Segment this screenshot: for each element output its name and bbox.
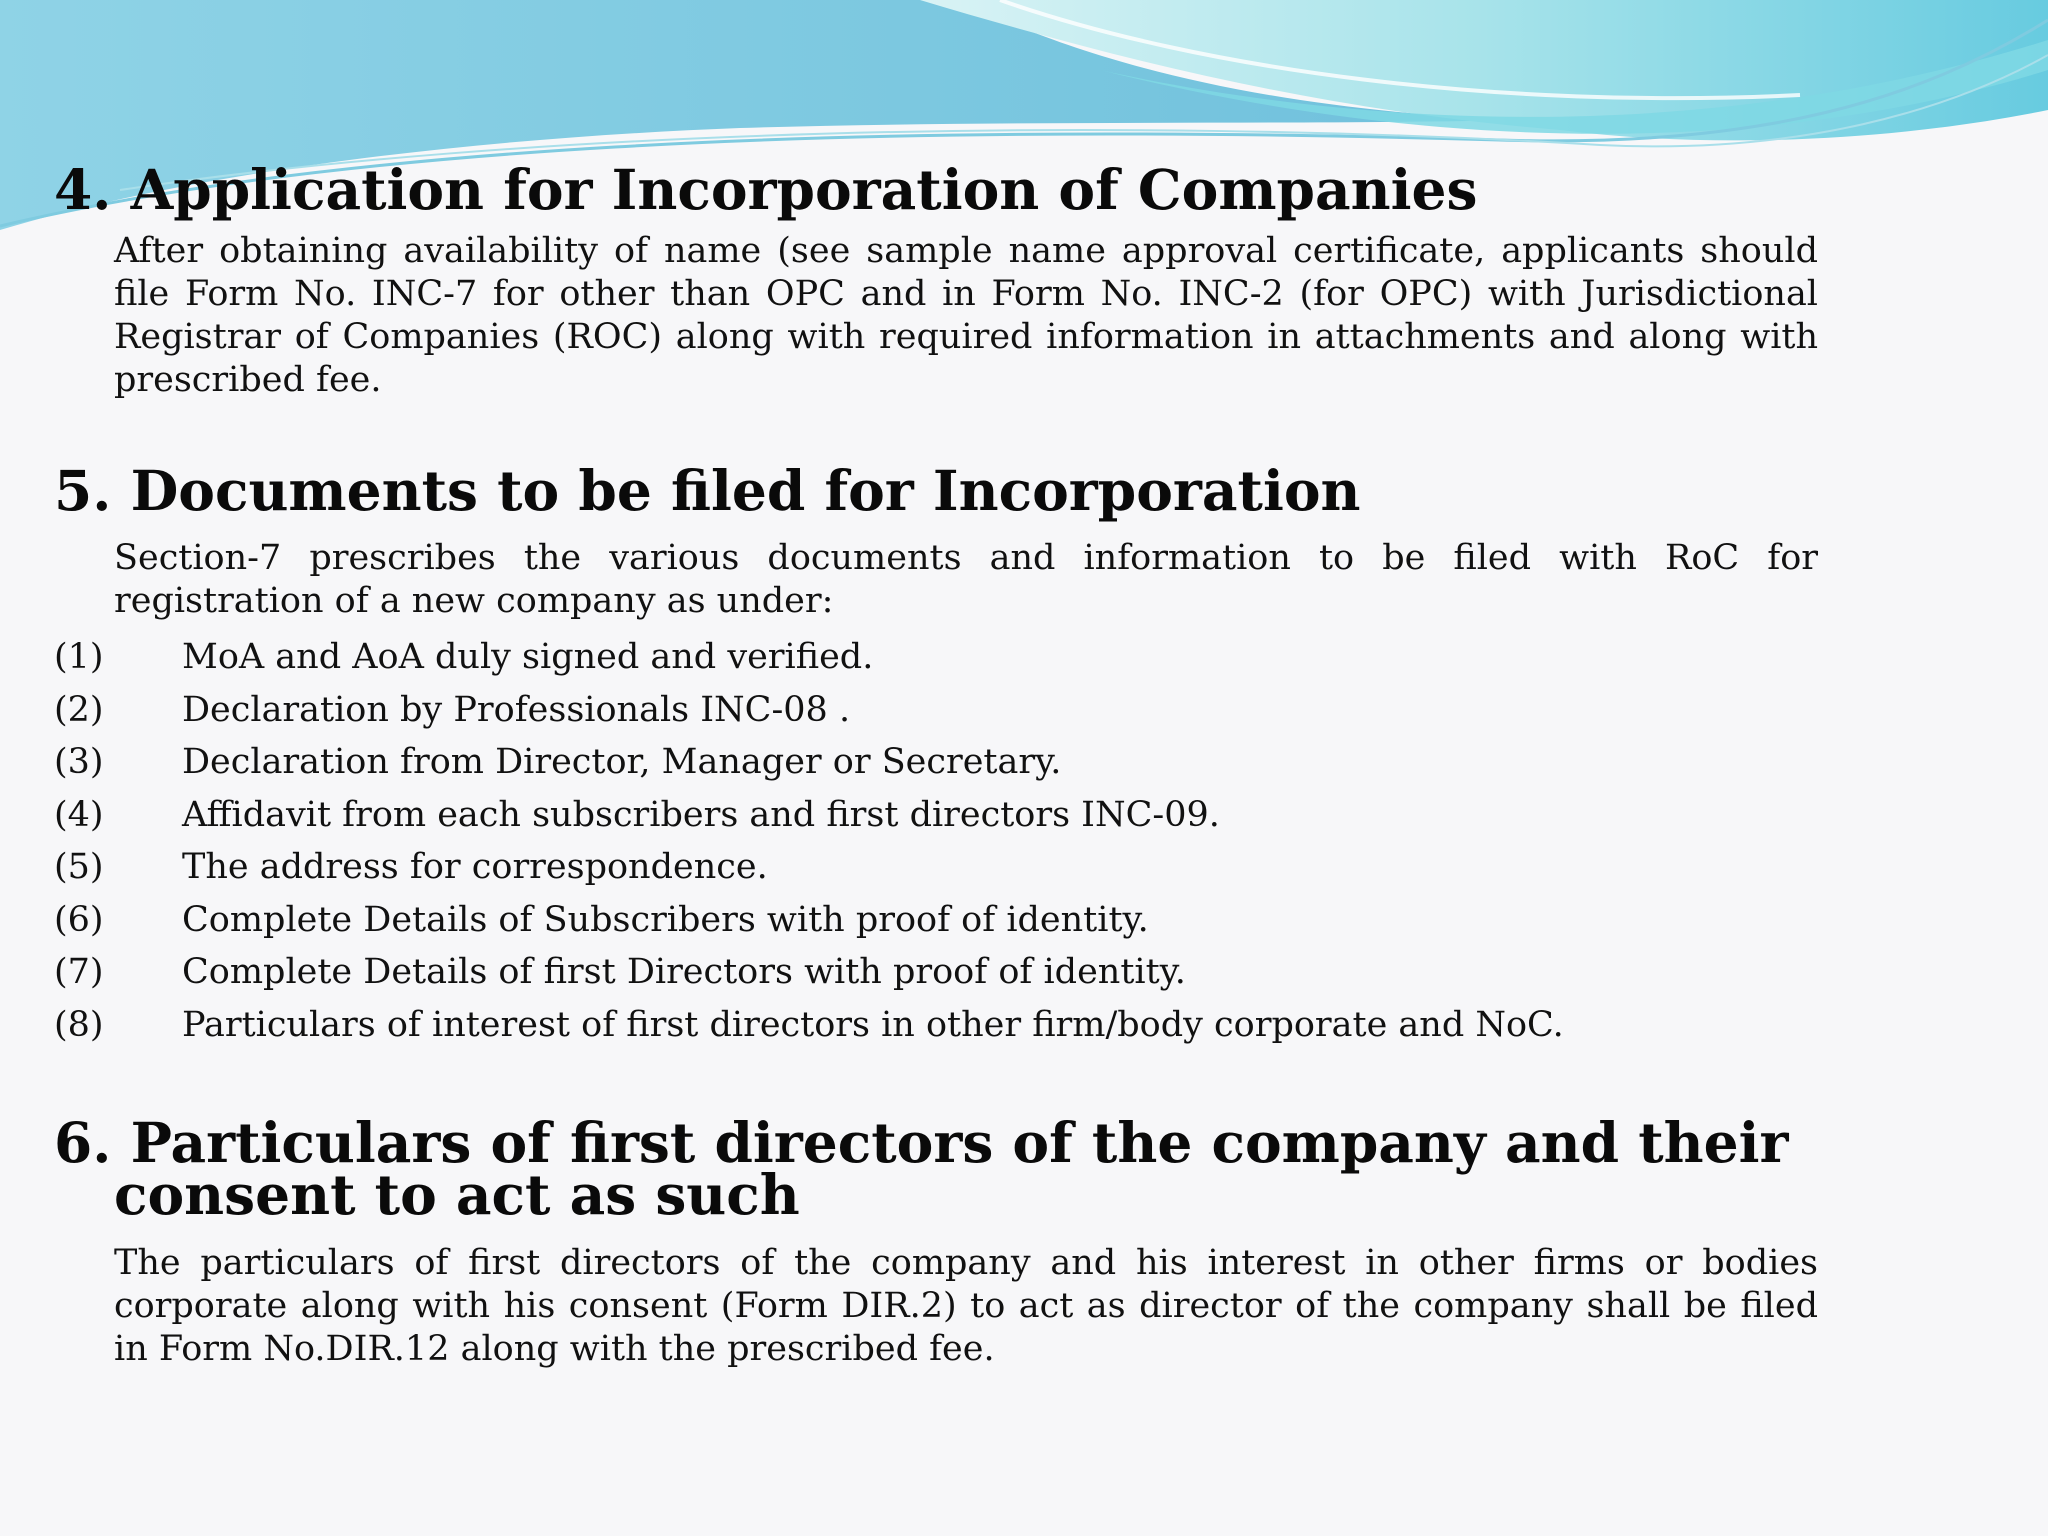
documents-list [54,631,1564,1051]
list-text: Affidavit from each subscribers and first directors INC-09. [182,794,1220,835]
list-text: The address for correspondence. [182,847,768,887]
section6-number: 6. [54,1110,112,1175]
list-item [54,631,1554,684]
list-text: Complete Details of first Directors with proof of identity. [182,952,1186,992]
section5-title: Documents to be filed for Incorporation [130,458,1361,523]
list-item [54,684,1554,737]
list-marker: (3) [54,742,104,782]
list-item [54,999,1564,1052]
section5-heading [54,458,1361,523]
list-item [54,789,1554,842]
section5-intro: Section-7 prescribes the various documents and information to be filed with RoC for registration of a new company as under: [114,538,1818,621]
list-marker: (2) [54,689,104,730]
list-text: Particulars of interest of first directors in other firm/body corporate and NoC. [182,1004,1564,1045]
list-item [54,894,1554,947]
list-text: MoA and AoA duly signed and verified. [182,637,874,677]
list-item [54,946,1554,999]
list-marker: (6) [54,899,104,940]
list-marker: (5) [54,847,104,887]
section4-heading [54,157,1478,222]
list-text: Declaration by Professionals INC-08 . [182,689,851,730]
list-marker: (4) [54,794,104,835]
section6-title-line1: Particulars of first directors of the company and their [130,1110,1789,1175]
section4-body: After obtaining availability of name (see sample name approval certificate, applicants should file Form No. INC-7 for other than OPC and in Form No. INC-2 (for OPC) with Jurisdictional Registrar of Companies (ROC) along with required information in attachments and along with prescribed fee. [114,231,1818,400]
list-text: Declaration from Director, Manager or Secretary. [182,742,1062,782]
list-item [54,736,1554,789]
list-marker: (7) [54,952,104,992]
list-marker: (1) [54,637,104,677]
list-marker: (8) [54,1004,104,1045]
section4-number: 4. [54,157,112,222]
list-item [54,841,1554,894]
section6-heading-continued [114,1162,800,1227]
section6-title-line2: consent to act as such [114,1162,800,1227]
list-text: Complete Details of Subscribers with proof of identity. [182,899,1149,940]
section6-body: The particulars of first directors of the company and his interest in other firms or bodies corporate along with his consent (Form DIR.2) to act as director of the company shall be filed in Form No.DIR.12 along with the prescribed fee. [114,1243,1818,1369]
section4-title: Application for Incorporation of Companies [130,157,1478,222]
section5-number: 5. [54,458,112,523]
